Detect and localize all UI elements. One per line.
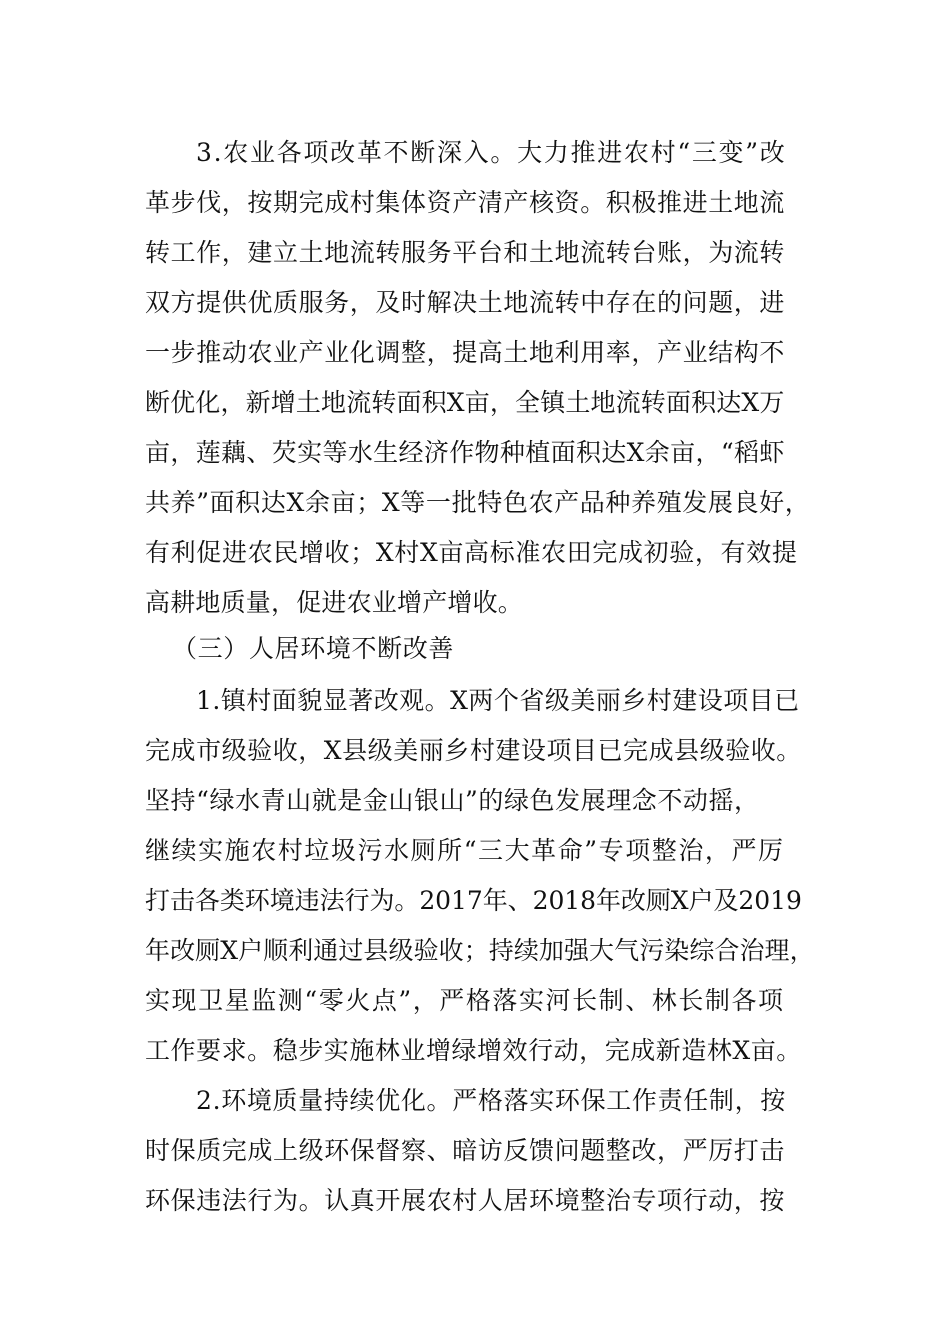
paragraph-line: 共养”面积达X余亩；X等一批特色农产品种养殖发展良好，	[145, 488, 811, 517]
paragraph-line: 亩，莲藕、芡实等水生经济作物种植面积达X余亩，“稻虾	[145, 438, 785, 467]
paragraph-line: 3.农业各项改革不断深入。大力推进农村“三变”改	[196, 138, 787, 167]
paragraph-line: 转工作，建立土地流转服务平台和土地流转台账，为流转	[145, 238, 786, 267]
paragraph-line: 有利促进农民增收；X村X亩高标准农田完成初验，有效提	[145, 538, 798, 567]
paragraph-line: 打击各类环境违法行为。2017年、2018年改厕X户及2019	[145, 886, 802, 915]
paragraph-line: 断优化，新增土地流转面积X亩，全镇土地流转面积达X万	[145, 388, 785, 417]
paragraph-line: 1.镇村面貌显著改观。X两个省级美丽乡村建设项目已	[196, 686, 800, 715]
paragraph-line: 2.环境质量持续优化。严格落实环保工作责任制，按	[196, 1086, 786, 1115]
paragraph-line: 革步伐，按期完成村集体资产清产核资。积极推进土地流	[145, 188, 786, 217]
paragraph-line: 高耕地质量，促进农业增产增收。	[145, 588, 524, 617]
paragraph-line: 继续实施农村垃圾污水厕所“三大革命”专项整治，严厉	[145, 836, 785, 865]
paragraph-line: 完成市级验收，X县级美丽乡村建设项目已完成县级验收。	[145, 736, 802, 765]
paragraph-line: 双方提供优质服务，及时解决土地流转中存在的问题，进	[145, 288, 786, 317]
paragraph-line: 环保违法行为。认真开展农村人居环境整治专项行动，按	[145, 1186, 786, 1215]
paragraph-line: 实现卫星监测“零火点”，严格落实河长制、林长制各项	[145, 986, 785, 1015]
paragraph-line: 工作要求。稳步实施林业增绿增效行动，完成新造林X亩。	[145, 1036, 802, 1065]
paragraph-line: 时保质完成上级环保督察、暗访反馈问题整改，严厉打击	[145, 1136, 786, 1165]
section-heading: （三）人居环境不断改善	[172, 634, 455, 663]
paragraph-line: 年改厕X户顺利通过县级验收；持续加强大气污染综合治理，	[145, 936, 815, 965]
paragraph-line: 坚持“绿水青山就是金山银山”的绿色发展理念不动摇，	[145, 786, 760, 815]
paragraph-line: 一步推动农业产业化调整，提高土地利用率，产业结构不	[145, 338, 786, 367]
